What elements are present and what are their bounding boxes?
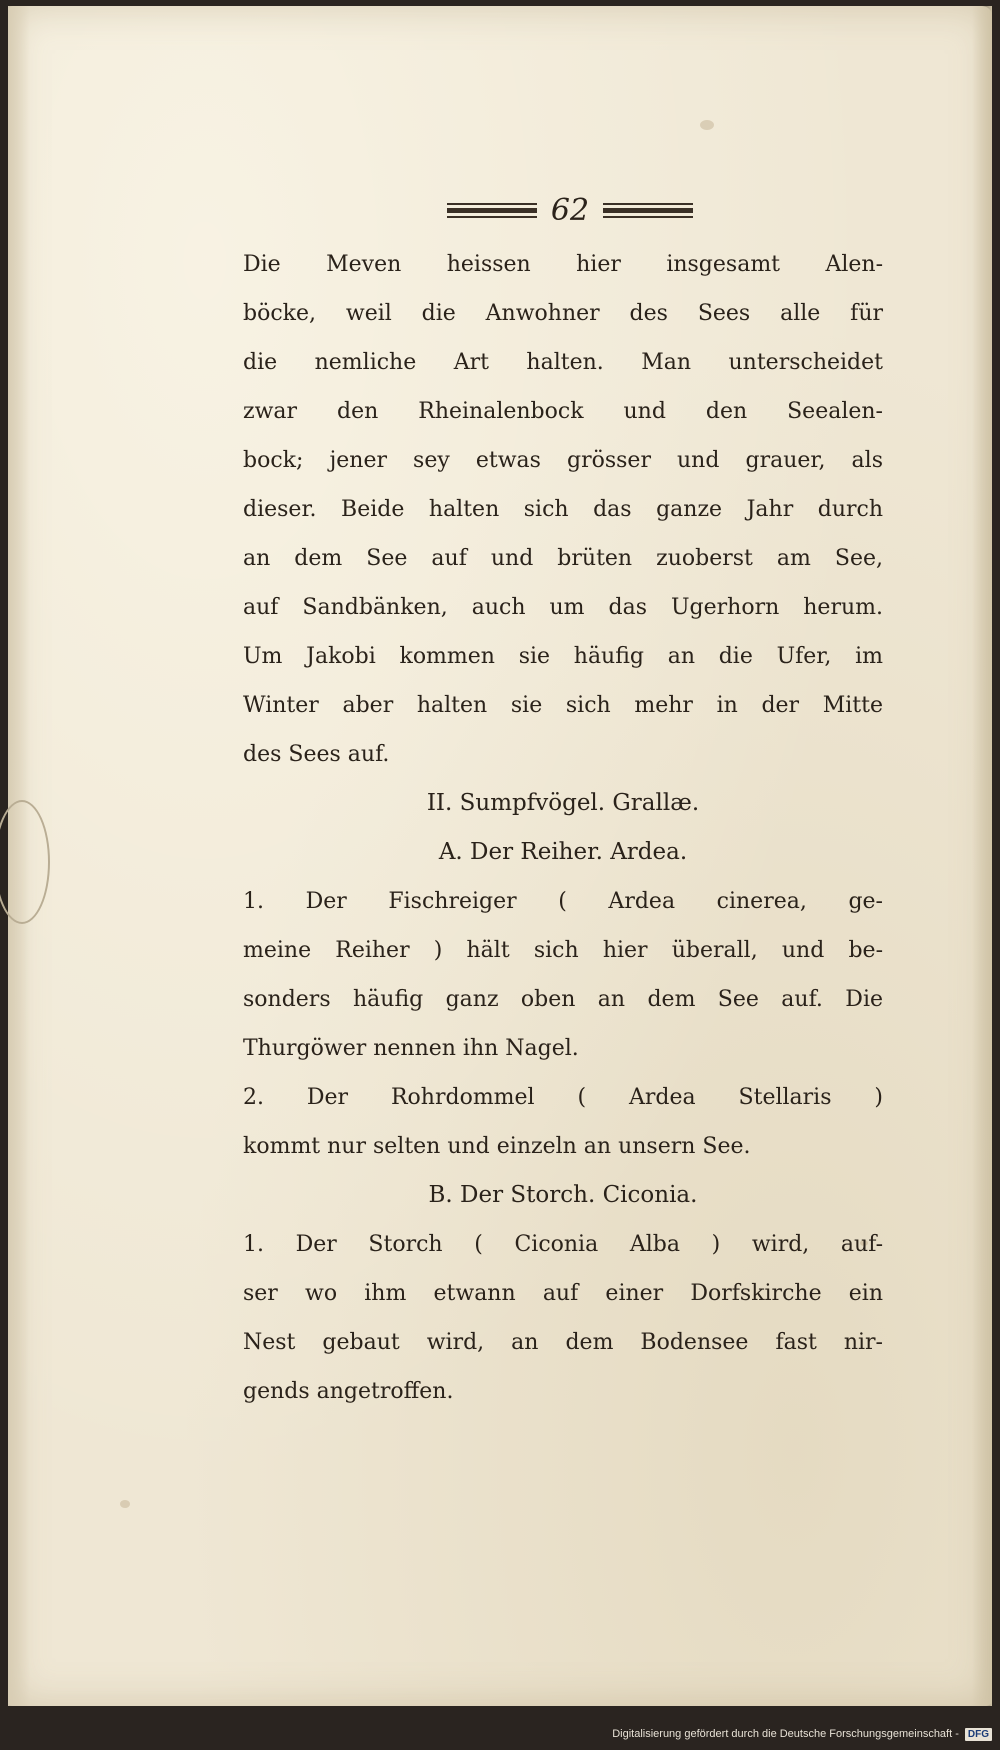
text-line: kommt nur selten und einzeln an unsern See.: [243, 1134, 751, 1159]
dfg-logo-icon: DFG: [965, 1728, 992, 1741]
text-line: 1. Der Storch ( Ciconia Alba ) wird, auf-: [243, 1232, 883, 1257]
text-line: dieser. Beide halten sich das ganze Jahr durch: [243, 497, 883, 522]
text-line: auf Sandbänken, auch um das Ugerhorn herum.: [243, 595, 883, 620]
digitization-footer: [560, 1724, 992, 1744]
footer-credit: Digitalisierung gefördert durch die Deutsche Forschungsgemeinschaft -: [612, 1728, 959, 1740]
section-heading: II. Sumpfvögel. Grallæ.: [426, 790, 700, 816]
text-line: die nemliche Art halten. Man unterscheidet: [243, 350, 883, 375]
paragraph-meven: [243, 240, 883, 779]
text-line: 2. Der Rohrdommel ( Ardea Stellaris ): [243, 1085, 883, 1110]
paper-stain: [700, 120, 714, 130]
paper-stain: [120, 1500, 130, 1508]
text-line: des Sees auf.: [243, 742, 390, 767]
text-line: bock; jener sey etwas grösser und grauer, als: [243, 448, 883, 473]
text-line: meine Reiher ) hält sich hier überall, und be-: [243, 938, 883, 963]
header-rule-left: [447, 203, 537, 218]
text-line: zwar den Rheinalenbock und den Seealen-: [243, 399, 883, 424]
page-header: [425, 190, 715, 230]
entry-fischreiger: [243, 877, 883, 1073]
text-line: Thurgöwer nennen ihn Nagel.: [243, 1036, 579, 1061]
text-line: sonders häufig ganz oben an dem See auf. Die: [243, 987, 883, 1012]
entry-rohrdommel: [243, 1073, 883, 1171]
subsection-heading-storch: B. Der Storch. Ciconia.: [428, 1182, 698, 1208]
subsection-heading-reiher: A. Der Reiher. Ardea.: [438, 839, 688, 865]
text-line: Um Jakobi kommen sie häufig an die Ufer, im: [243, 644, 883, 669]
text-line: Winter aber halten sie sich mehr in der Mitte: [243, 693, 883, 718]
page-number: 62: [550, 192, 590, 228]
text-line: an dem See auf und brüten zuoberst am See,: [243, 546, 883, 571]
text-line: gends angetroffen.: [243, 1379, 454, 1404]
header-rule-right: [603, 203, 693, 218]
text-line: 1. Der Fischreiger ( Ardea cinerea, ge-: [243, 889, 883, 914]
entry-storch: [243, 1220, 883, 1416]
page-body: [243, 240, 883, 1416]
text-line: böcke, weil die Anwohner des Sees alle für: [243, 301, 883, 326]
text-line: Nest gebaut wird, an dem Bodensee fast nir-: [243, 1330, 883, 1355]
page-right-edge: [972, 6, 992, 1706]
text-line: Die Meven heissen hier insgesamt Alen-: [243, 252, 883, 277]
text-line: ser wo ihm etwann auf einer Dorfskirche ein: [243, 1281, 883, 1306]
